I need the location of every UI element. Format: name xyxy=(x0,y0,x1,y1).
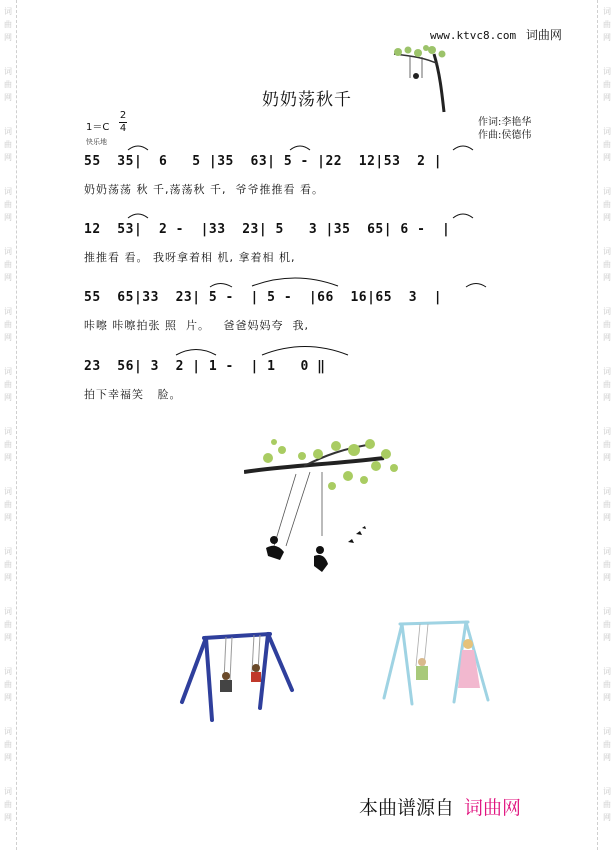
watermark-char: 网 xyxy=(4,33,12,42)
watermark-char: 词 xyxy=(603,7,611,16)
watermark-char: 词 xyxy=(603,367,611,376)
watermark-char: 曲 xyxy=(603,740,611,749)
watermark-char: 词 xyxy=(603,667,611,676)
watermark-char: 曲 xyxy=(603,80,611,89)
watermark-char: 曲 xyxy=(4,560,12,569)
watermark-char: 曲 xyxy=(603,140,611,149)
tie xyxy=(262,347,348,356)
watermark-char: 词 xyxy=(4,307,12,316)
watermark-char: 词 xyxy=(4,607,12,616)
watermark-char: 词 xyxy=(4,667,12,676)
watermark-char: 网 xyxy=(603,453,611,462)
swing-parent-illustration xyxy=(350,618,494,722)
time-signature-bottom: 4 xyxy=(119,123,127,134)
watermark-char: 词 xyxy=(603,307,611,316)
watermark-char: 曲 xyxy=(4,440,12,449)
watermark-char: 网 xyxy=(4,93,12,102)
tempo-marking: 快乐地 xyxy=(86,138,107,146)
watermark-char: 词 xyxy=(603,187,611,196)
watermark-char: 网 xyxy=(4,753,12,762)
watermark-char: 词 xyxy=(603,607,611,616)
watermark-char: 曲 xyxy=(603,20,611,29)
watermark-char: 网 xyxy=(603,93,611,102)
watermark-char: 词 xyxy=(603,127,611,136)
watermark-char: 曲 xyxy=(603,560,611,569)
watermark-char: 网 xyxy=(4,693,12,702)
watermark-char: 曲 xyxy=(603,320,611,329)
watermark-char: 词 xyxy=(4,7,12,16)
watermark-char: 网 xyxy=(4,633,12,642)
watermark-char: 曲 xyxy=(603,440,611,449)
key-signature: 1＝C xyxy=(86,122,110,133)
watermark-char: 网 xyxy=(603,813,611,822)
branch-swing-illustration xyxy=(244,436,410,578)
slur xyxy=(466,284,486,288)
notation-line-3: 55 65|33 23| 5 - | 5 - |66 16|65 3 | xyxy=(84,290,443,305)
watermark-char: 网 xyxy=(4,813,12,822)
slur xyxy=(128,146,148,150)
watermark-char: 词 xyxy=(603,67,611,76)
watermark-char: 曲 xyxy=(4,260,12,269)
watermark-char: 网 xyxy=(603,693,611,702)
watermark-char: 曲 xyxy=(603,260,611,269)
slur xyxy=(290,146,310,150)
watermark-char: 曲 xyxy=(4,140,12,149)
watermark-char: 词 xyxy=(4,547,12,556)
watermark-char: 词 xyxy=(4,127,12,136)
footer-brand-link[interactable]: 词曲网 xyxy=(464,797,522,819)
watermark-char: 曲 xyxy=(4,740,12,749)
watermark-char: 网 xyxy=(603,213,611,222)
watermark-char: 曲 xyxy=(4,200,12,209)
watermark-char: 网 xyxy=(603,273,611,282)
watermark-char: 曲 xyxy=(4,800,12,809)
watermark-char: 网 xyxy=(4,153,12,162)
composer-credit: 作曲:侯德伟 xyxy=(478,130,532,141)
watermark-char: 网 xyxy=(603,573,611,582)
watermark-char: 词 xyxy=(603,487,611,496)
watermark-char: 网 xyxy=(4,213,12,222)
watermark-char: 词 xyxy=(4,487,12,496)
watermark-char: 网 xyxy=(603,393,611,402)
slur xyxy=(128,214,148,218)
watermark-char: 网 xyxy=(4,573,12,582)
notation-line-1: 55 35| 6 5 |35 63| 5 - |22 12|53 2 | xyxy=(84,154,443,169)
lyrics-line-1: 奶奶荡荡 秋 千,荡荡秋 千, 爷爷推推看 看。 xyxy=(84,183,324,196)
swing-set-illustration xyxy=(176,628,296,724)
lyricist-credit: 作词:李艳华 xyxy=(478,117,532,128)
watermark-char: 网 xyxy=(603,513,611,522)
watermark-char: 词 xyxy=(4,787,12,796)
notation-line-4: 23 56| 3 2 | 1 - | 1 0 ‖ xyxy=(84,359,326,374)
watermark-char: 词 xyxy=(4,187,12,196)
tie xyxy=(252,278,338,286)
watermark-char: 网 xyxy=(603,33,611,42)
lyrics-line-4: 拍下幸福笑 脸。 xyxy=(84,388,182,401)
watermark-char: 曲 xyxy=(4,320,12,329)
watermark-char: 曲 xyxy=(603,200,611,209)
watermark-char: 曲 xyxy=(4,20,12,29)
watermark-char: 词 xyxy=(4,367,12,376)
notation-line-2: 12 53| 2 - |33 23| 5 3 |35 65| 6 - | xyxy=(84,222,451,237)
watermark-char: 词 xyxy=(603,787,611,796)
watermark-char: 词 xyxy=(603,247,611,256)
watermark-char: 网 xyxy=(603,333,611,342)
watermark-char: 曲 xyxy=(603,800,611,809)
watermark-char: 词 xyxy=(603,547,611,556)
watermark-char: 曲 xyxy=(603,380,611,389)
song-title: 奶奶荡秋千 xyxy=(262,90,352,110)
watermark-char: 网 xyxy=(4,393,12,402)
watermark-char: 网 xyxy=(4,333,12,342)
tie xyxy=(176,350,216,356)
watermark-char: 词 xyxy=(4,727,12,736)
watermark-char: 词 xyxy=(4,67,12,76)
watermark-char: 曲 xyxy=(4,620,12,629)
watermark-char: 曲 xyxy=(603,680,611,689)
watermark-char: 词 xyxy=(4,427,12,436)
watermark-char: 网 xyxy=(603,753,611,762)
watermark-char: 曲 xyxy=(4,80,12,89)
watermark-char: 网 xyxy=(4,513,12,522)
watermark-char: 曲 xyxy=(4,380,12,389)
watermark-char: 网 xyxy=(603,153,611,162)
slur xyxy=(453,214,473,218)
watermark-char: 词 xyxy=(603,727,611,736)
slur xyxy=(453,146,473,150)
tie xyxy=(210,284,232,288)
watermark-char: 词 xyxy=(603,427,611,436)
watermark-char: 词 xyxy=(4,247,12,256)
lyrics-line-3: 咔嚓 咔嚓拍张 照 片。 爸爸妈妈夸 我, xyxy=(84,319,309,332)
site-url[interactable]: www.ktvc8.com xyxy=(430,29,517,42)
slur-overlay xyxy=(0,0,614,420)
watermark-char: 曲 xyxy=(4,680,12,689)
watermark-char: 曲 xyxy=(603,500,611,509)
footer-attribution xyxy=(359,793,521,820)
time-signature-top: 2 xyxy=(119,110,127,121)
watermark-char: 网 xyxy=(4,273,12,282)
watermark-char: 曲 xyxy=(4,500,12,509)
watermark-char: 网 xyxy=(4,453,12,462)
watermark-char: 曲 xyxy=(603,620,611,629)
site-name[interactable]: 词曲网 xyxy=(525,28,562,42)
lyrics-line-2: 推推看 看。 我呀拿着相 机, 拿着相 机, xyxy=(84,251,296,264)
footer-source-text: 本曲谱源自 xyxy=(359,797,455,819)
watermark-char: 网 xyxy=(603,633,611,642)
